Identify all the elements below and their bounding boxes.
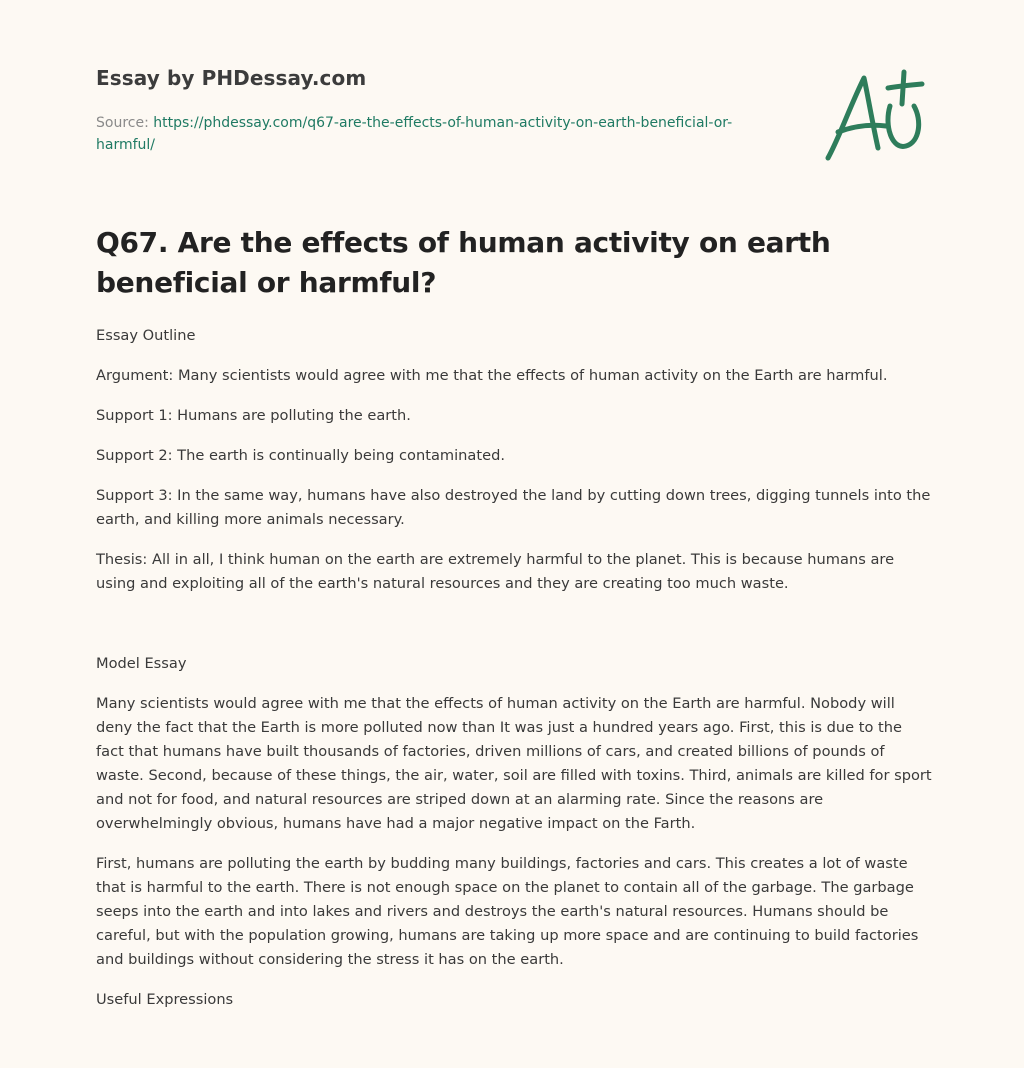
- useful-expressions-heading: Useful Expressions: [96, 991, 234, 1008]
- outline-argument: Argument: Many scientists would agree with me that the effects of human activity on the Earth are harmful.: [96, 367, 888, 384]
- outline-support-3: Support 3: In the same way, humans have also destroyed the land by cutting down trees, digging tunnels into the earth, and killing more animals necessary.: [96, 487, 931, 528]
- a-plus-grade-logo-icon: [820, 66, 930, 166]
- source-line: [96, 112, 776, 156]
- outline-support-1: Support 1: Humans are polluting the earth.: [96, 407, 411, 424]
- outline-support-2: Support 2: The earth is continually being contaminated.: [96, 447, 505, 464]
- source-link[interactable]: https://phdessay.com/q67-are-the-effects-of-human-activity-on-earth-beneficial-or-harmful/: [96, 115, 733, 153]
- essay-title: Q67. Are the effects of human activity on earth beneficial or harmful?: [96, 226, 831, 299]
- model-essay-heading: Model Essay: [96, 655, 187, 672]
- outline-heading: Essay Outline: [96, 327, 196, 344]
- model-essay-paragraph-1: Many scientists would agree with me that the effects of human activity on the Earth are harmful. Nobody will deny the fact that the Earth is more polluted now than It was just a hundred years ago. First, this is due to the fact that humans have built thousands of factories, driven millions of cars, and created billions of pounds of waste. Second, because of these things, the air, water, soil are filled with toxins. Third, animals are killed for sport and not for food, and natural resources are striped down at an alarming rate. Since the reasons are overwhelmingly obvious, humans have had a major negative impact on the Farth.: [96, 695, 932, 832]
- site-title: Essay by PHDessay.com: [96, 66, 367, 90]
- outline-thesis: Thesis: All in all, I think human on the earth are extremely harmful to the planet. This is because humans are using and exploiting all of the earth's natural resources and they are creating too much waste.: [96, 551, 895, 592]
- source-label: Source:: [96, 115, 149, 131]
- model-essay-paragraph-2: First, humans are polluting the earth by budding many buildings, factories and cars. This creates a lot of waste that is harmful to the earth. There is not enough space on the planet to contain all of the garbage. The garbage seeps into the earth and into lakes and rivers and destroys the earth's natural resources. Humans should be careful, but with the population growing, humans are taking up more space and are continuing to build factories and buildings without considering the stress it has on the earth.: [96, 855, 919, 968]
